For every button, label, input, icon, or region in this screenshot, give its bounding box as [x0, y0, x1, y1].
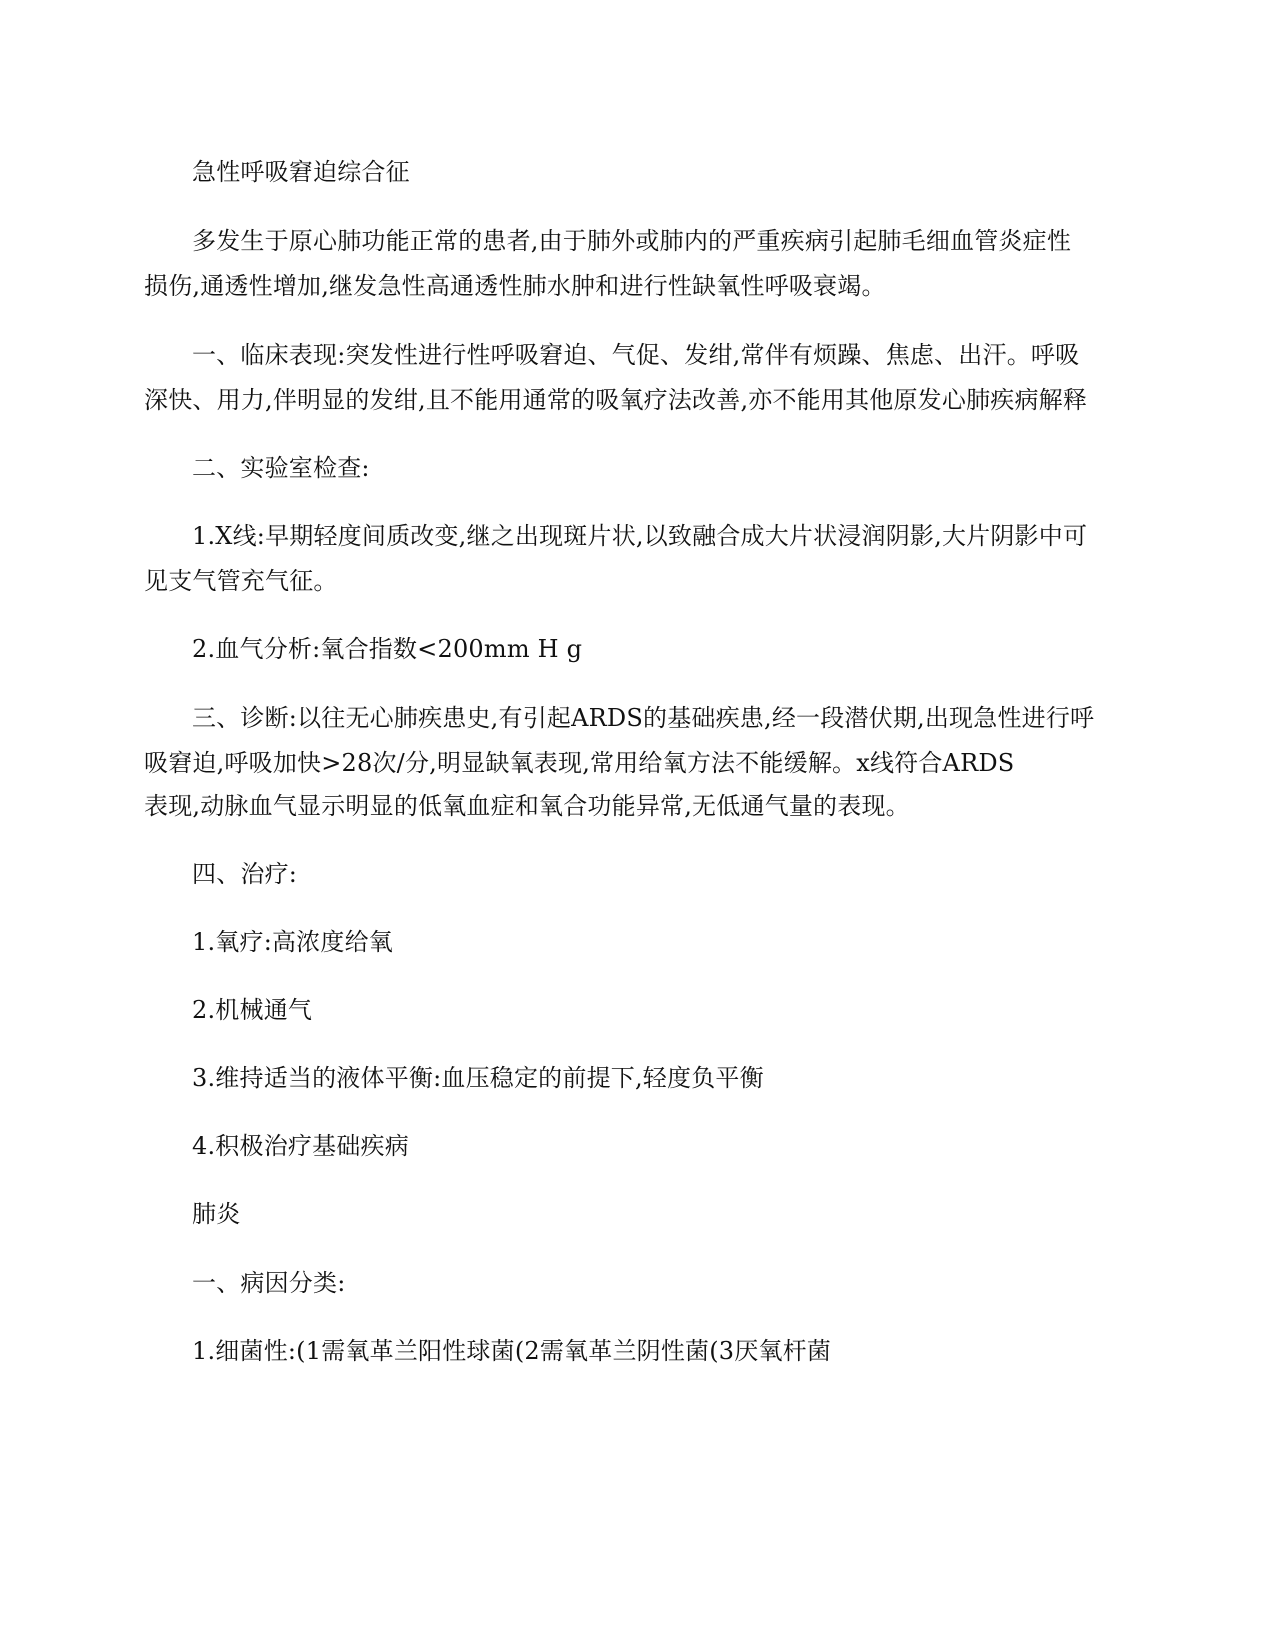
list-item: 4.积极治疗基础疾病: [192, 1132, 409, 1160]
paragraph-line: 深快、用力,伴明显的发绀,且不能用通常的吸氧疗法改善,亦不能用其他原发心肺疾病解释: [144, 386, 1088, 414]
paragraph-line: 一、临床表现:突发性进行性呼吸窘迫、气促、发绀,常伴有烦躁、焦虑、出汗。呼吸: [192, 341, 1080, 369]
paragraph-line: 吸窘迫,呼吸加快>28次/分,明显缺氧表现,常用给氧方法不能缓解。x线符合ARDS: [144, 749, 1015, 777]
list-item: 3.维持适当的液体平衡:血压稳定的前提下,轻度负平衡: [192, 1064, 764, 1092]
paragraph-line: 多发生于原心肺功能正常的患者,由于肺外或肺内的严重疾病引起肺毛细血管炎症性: [192, 227, 1072, 255]
paragraph-line: 表现,动脉血气显示明显的低氧血症和氧合功能异常,无低通气量的表现。: [144, 792, 910, 820]
list-item: 1.细菌性:(1需氧革兰阳性球菌(2需氧革兰阴性菌(3厌氧杆菌: [192, 1337, 832, 1365]
list-item: 1.氧疗:高浓度给氧: [192, 928, 393, 956]
paragraph-line: 三、诊断:以往无心肺疾患史,有引起ARDS的基础疾患,经一段潜伏期,出现急性进行呼: [192, 704, 1095, 732]
section-heading: 二、实验室检查:: [192, 454, 370, 482]
paragraph-line: 见支气管充气征。: [144, 567, 338, 595]
section-heading: 一、病因分类:: [192, 1269, 346, 1297]
paragraph-line: 损伤,通透性增加,继发急性高通透性肺水肿和进行性缺氧性呼吸衰竭。: [144, 272, 886, 300]
paragraph-line: 2.血气分析:氧合指数<200mm H g: [192, 635, 583, 663]
list-item: 2.机械通气: [192, 996, 313, 1024]
section-title-pneumonia: 肺炎: [192, 1200, 241, 1228]
paragraph-line: 1.X线:早期轻度间质改变,继之出现斑片状,以致融合成大片状浸润阴影,大片阴影中可: [192, 522, 1088, 550]
section-heading: 四、治疗:: [192, 860, 298, 888]
section-title-ards: 急性呼吸窘迫综合征: [192, 158, 410, 186]
